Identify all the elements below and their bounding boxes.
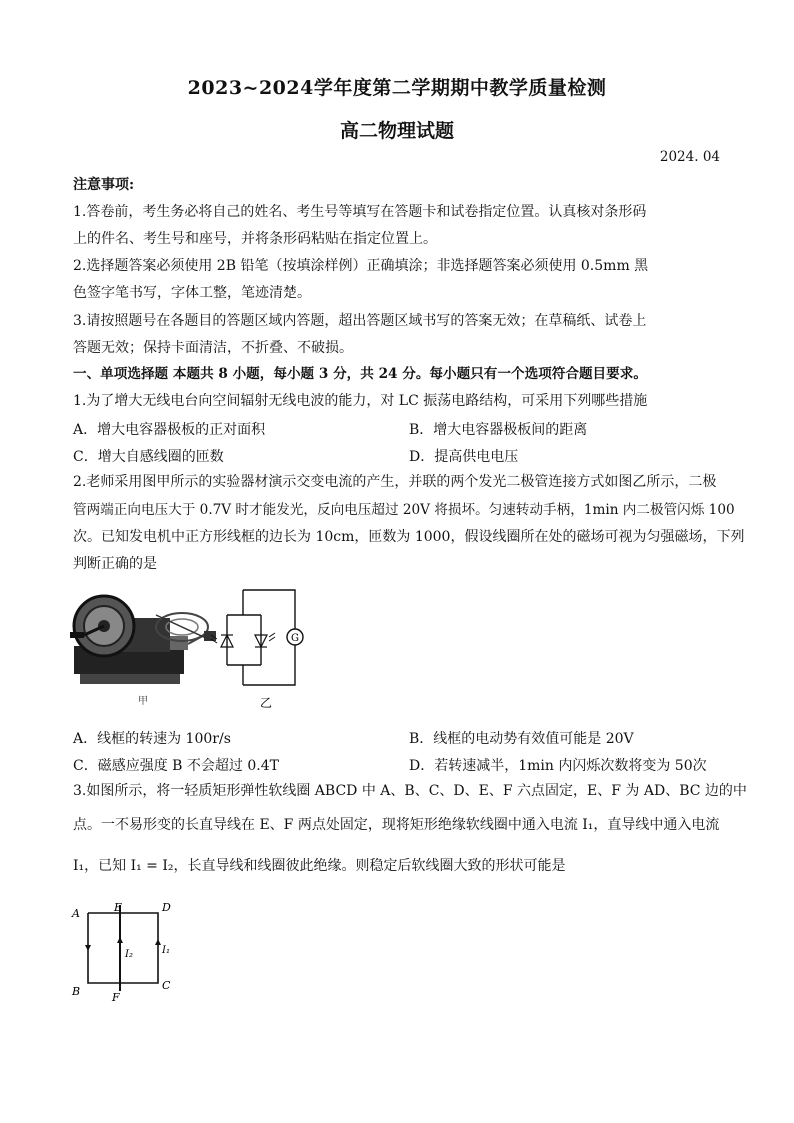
- notice-line: 1.答卷前，考生务必将自己的姓名、考生号等填写在答题卡和试卷指定位置。认真核对条形码: [73, 204, 647, 220]
- figure-coil-rect: [70, 895, 180, 1010]
- q2-option-a: A．线框的转速为 100r/s: [73, 731, 231, 747]
- point-a: A: [72, 907, 80, 920]
- notice-line: 3.请按照题号在各题目的答题区域内答题，超出答题区域书写的答案无效；在草稿纸、试卷上: [73, 313, 647, 329]
- q2-line: 次。已知发电机中正方形线框的边长为 10cm，匝数为 1000，假设线圈所在处的磁场可视为匀强磁场，下列: [73, 529, 745, 545]
- figure-circuit: [205, 585, 315, 710]
- q1-option-b: B．增大电容器极板间的距离: [409, 422, 588, 438]
- q2-line: 2.老师采用图甲所示的实验器材演示交变电流的产生，并联的两个发光二极管连接方式如图乙所示，二极: [73, 474, 717, 490]
- exam-date: 2024. 04: [659, 149, 720, 165]
- point-f: F: [112, 991, 120, 1004]
- notice-line: 色签字笔书写，字体工整，笔迹清楚。: [73, 285, 311, 301]
- q1-option-a: A．增大电容器极板的正对面积: [73, 422, 266, 438]
- page-title: 2023~2024学年度第二学期期中教学质量检测: [187, 77, 607, 99]
- q1-option-c: C．增大自感线圈的匝数: [73, 449, 224, 465]
- galvanometer-label: G: [291, 633, 299, 644]
- point-e: E: [114, 901, 123, 914]
- current-i1: I₁: [162, 945, 170, 956]
- q2-line: 判断正确的是: [73, 556, 157, 572]
- notice-line: 上的件名、考生号和座号，并将条形码粘贴在指定位置上。: [73, 231, 437, 247]
- page-subtitle: 高二物理试题: [339, 120, 454, 142]
- section-heading: 一、单项选择题 本题共 8 小题，每小题 3 分，共 24 分。每小题只有一个选项符合题目要求。: [73, 366, 647, 382]
- q1-stem: 1.为了增大无线电台向空间辐射无线电波的能力，对 LC 振荡电路结构，可采用下列哪些措施: [73, 393, 648, 409]
- figure-label-b: 乙: [260, 696, 273, 710]
- q1-option-d: D．提高供电电压: [409, 449, 519, 465]
- current-i2: I₂: [125, 949, 133, 960]
- q3-line: 点。一不易形变的长直导线在 E、F 两点处固定，现将矩形绝缘软线圈中通入电流 I₁，直导线中通入电流: [73, 817, 720, 833]
- q2-option-c: C．磁感应强度 B 不会超过 0.4T: [73, 758, 279, 774]
- q2-option-d: D．若转速减半，1min 内闪烁次数将变为 50次: [409, 758, 707, 774]
- q3-line: I₁，已知 I₁ = I₂，长直导线和线圈彼此绝缘。则稳定后软线圈大致的形状可能是: [73, 858, 566, 874]
- q3-line: 3.如图所示，将一轻质矩形弹性软线圈 ABCD 中 A、B、C、D、E、F 六点固定，E、F 为 AD、BC 边的中: [73, 783, 747, 799]
- figure-label-a: 甲: [138, 696, 148, 707]
- point-c: C: [162, 979, 171, 992]
- point-b: B: [72, 985, 81, 998]
- q2-option-b: B．线框的电动势有效值可能是 20V: [409, 731, 634, 747]
- q2-line: 管两端正向电压大于 0.7V 时才能发光，反向电压超过 20V 将损坏。匀速转动手柄，1min 内二极管闪烁 100: [73, 502, 735, 518]
- point-d: D: [162, 901, 171, 914]
- notice-heading: 注意事项:: [73, 177, 135, 193]
- notice-line: 2.选择题答案必须使用 2B 铅笔（按填涂样例）正确填涂；非选择题答案必须使用 0.5mm 黑: [73, 258, 649, 274]
- notice-line: 答题无效；保持卡面清洁，不折叠、不破损。: [73, 340, 353, 356]
